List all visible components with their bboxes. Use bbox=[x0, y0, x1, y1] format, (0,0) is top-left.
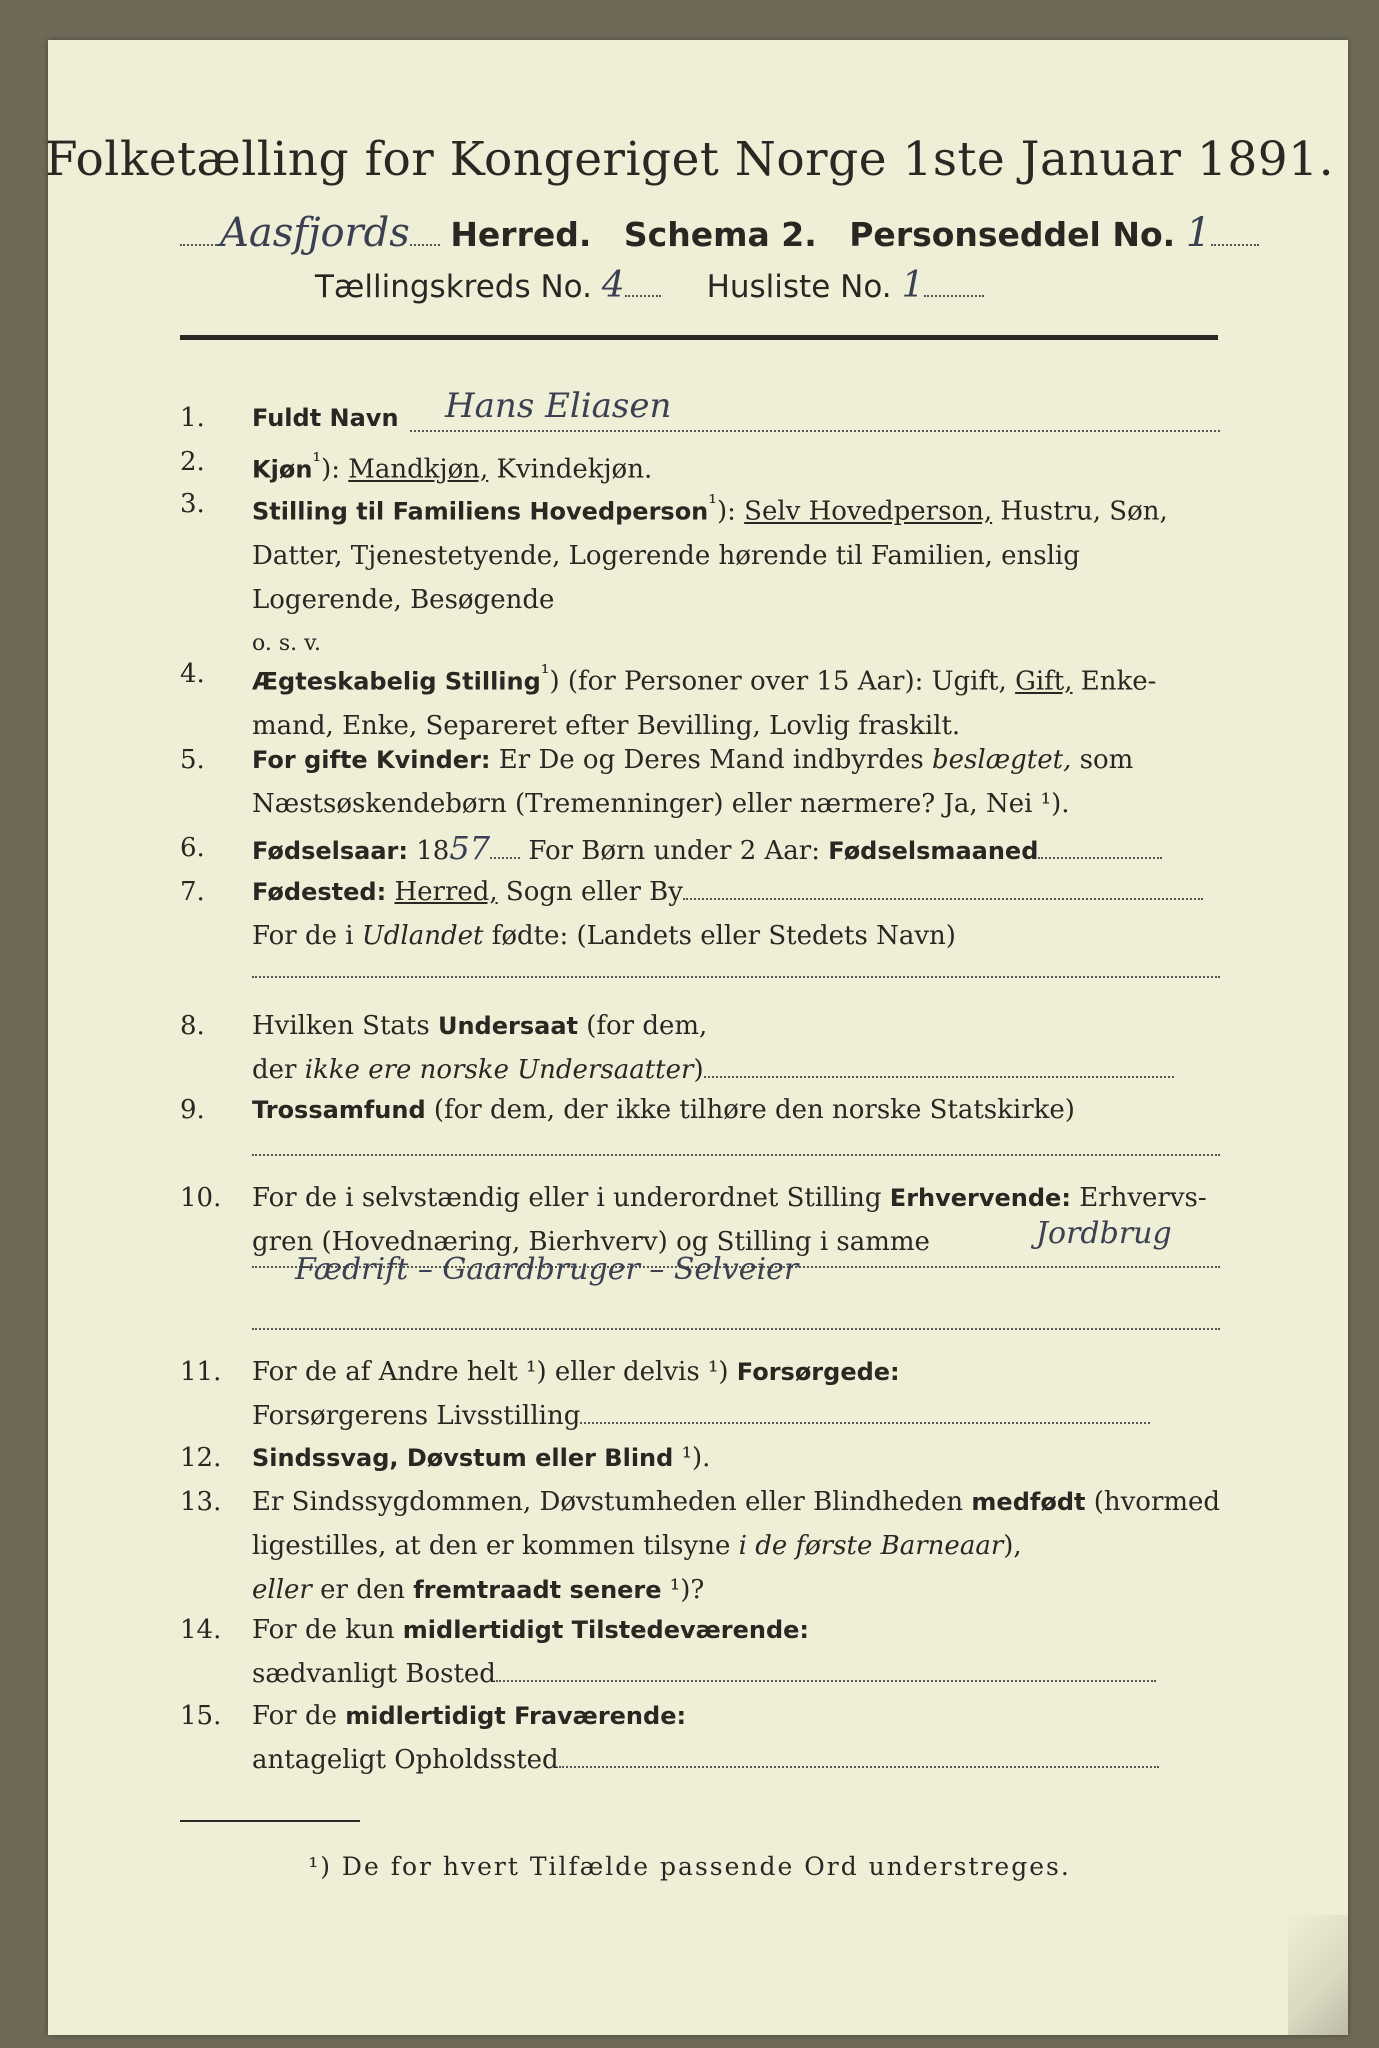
dotted-fill bbox=[559, 1740, 1159, 1768]
item-number: 14. bbox=[180, 1615, 222, 1645]
text: ): bbox=[716, 496, 745, 527]
item-number: 15. bbox=[180, 1701, 222, 1731]
item-body bbox=[252, 396, 1220, 440]
item-body bbox=[252, 1004, 1220, 1092]
text: mand, Enke, Separeret efter Bevilling, Lovlig fraskilt. bbox=[252, 710, 961, 741]
text: ¹)? bbox=[661, 1575, 705, 1605]
text: For Børn under 2 Aar: bbox=[520, 836, 829, 866]
text: antageligt Opholdssted bbox=[252, 1745, 559, 1775]
text: Udlandet bbox=[361, 921, 484, 951]
dotted-fill bbox=[683, 872, 1203, 900]
gender-option-male: Mandkjøn, bbox=[348, 454, 489, 485]
gender-label: Kjøn bbox=[252, 455, 313, 484]
footnote-marker: ¹ bbox=[540, 661, 550, 686]
text: ligestilles, at den er kommen tilsyne bbox=[252, 1531, 739, 1561]
congenital-label: medfødt bbox=[971, 1488, 1086, 1516]
text: Datter, Tjenestetyende, Logerende hørende til Familien, enslig bbox=[252, 540, 1080, 571]
kreds-label: Tællingskreds No. bbox=[315, 269, 592, 305]
full-name-value: Hans Eliasen bbox=[445, 386, 672, 426]
dotted-fill bbox=[704, 1050, 1174, 1078]
item-number: 4. bbox=[180, 659, 205, 689]
dotted-fill bbox=[580, 1396, 1150, 1424]
occupation-label: Erhvervende: bbox=[889, 1184, 1071, 1212]
text: For de kun bbox=[252, 1615, 403, 1645]
header-divider bbox=[180, 335, 1218, 340]
birth-month-label: Fødselsmaaned bbox=[828, 837, 1039, 865]
item-number: 9. bbox=[180, 1095, 205, 1125]
item-number: 8. bbox=[180, 1011, 205, 1041]
text: sædvanligt Bosted bbox=[252, 1659, 496, 1689]
item-body bbox=[252, 738, 1220, 826]
personseddel-label: Personseddel No. bbox=[849, 215, 1176, 254]
footnote-divider bbox=[180, 1820, 360, 1822]
text: Enke- bbox=[1072, 666, 1157, 697]
item-body bbox=[252, 826, 1220, 873]
item-body bbox=[252, 1694, 1220, 1782]
text: For de i selvstændig eller i underordnet Stilling bbox=[252, 1183, 890, 1213]
religion-label: Trossamfund bbox=[252, 1096, 426, 1124]
temporarily-absent-label: midlertidigt Fraværende: bbox=[345, 1702, 687, 1730]
item-number: 3. bbox=[180, 489, 205, 519]
option-head: Selv Hovedperson, bbox=[744, 496, 993, 527]
item-number: 6. bbox=[180, 833, 205, 863]
item-number: 13. bbox=[180, 1487, 222, 1517]
dotted-fill bbox=[924, 295, 984, 297]
item-full-name bbox=[180, 386, 1220, 440]
text: der bbox=[252, 1055, 305, 1085]
text: Forsørgerens Livsstilling bbox=[252, 1401, 581, 1431]
item-body bbox=[252, 870, 1220, 958]
item-number: 11. bbox=[180, 1357, 222, 1387]
text: Hustru, Søn, bbox=[992, 496, 1168, 527]
dotted-fill bbox=[490, 831, 520, 859]
item-body bbox=[252, 482, 1220, 666]
occupation-line-2 bbox=[252, 1328, 1220, 1330]
text: o. s. v. bbox=[252, 630, 321, 656]
occupation-value-2: Fædrift – Gaardbruger – Selveier bbox=[295, 1252, 799, 1287]
item-body bbox=[252, 1608, 1220, 1696]
birthplace-abroad-line bbox=[252, 976, 1220, 978]
text: Er Sindssygdommen, Døvstumheden eller Blindheden bbox=[252, 1487, 972, 1517]
text: (for dem, bbox=[577, 1011, 708, 1041]
text: gren (Hovednæring, Bierhverv) og Stilling i samme bbox=[252, 1227, 930, 1257]
text: Hvilken Stats bbox=[252, 1011, 438, 1041]
occupation-value-1: Jordbrug bbox=[1036, 1216, 1172, 1251]
temporarily-present-label: midlertidigt Tilstedeværende: bbox=[402, 1616, 810, 1644]
item-body bbox=[252, 652, 1220, 748]
dotted-fill bbox=[496, 1654, 1156, 1682]
item-number: 2. bbox=[180, 447, 205, 477]
header-row-kreds bbox=[315, 265, 1115, 306]
full-name-label: Fuldt Navn bbox=[252, 404, 399, 432]
gender-option-female: Kvindekjøn. bbox=[488, 454, 653, 485]
header-row-herred bbox=[180, 210, 1220, 256]
birthplace-label: Fødested: bbox=[252, 878, 387, 906]
footnote-marker: ¹ bbox=[312, 449, 322, 474]
text: Logerende, Besøgende bbox=[252, 584, 555, 615]
later-onset-label: fremtraadt senere bbox=[413, 1576, 662, 1604]
dotted-fill bbox=[1038, 831, 1162, 859]
schema-label: Schema 2. bbox=[623, 215, 817, 254]
dotted-fill bbox=[625, 295, 661, 297]
text: (hvormed bbox=[1085, 1487, 1221, 1517]
disability-label: Sindssvag, Døvstum eller Blind bbox=[252, 1444, 674, 1472]
item-body bbox=[252, 1088, 1220, 1132]
dotted-fill bbox=[180, 244, 220, 246]
dotted-fill bbox=[1211, 244, 1259, 246]
text: (for dem, der ikke tilhøre den norske Statskirke) bbox=[425, 1095, 1075, 1125]
kreds-value: 4 bbox=[601, 265, 625, 306]
family-position-label: Stilling til Familiens Hovedperson bbox=[252, 497, 709, 526]
option-married: Gift, bbox=[1015, 666, 1073, 697]
page-corner-fold bbox=[1288, 1915, 1348, 2035]
form-title: Folketælling for Kongeriget Norge 1ste Januar 1891. bbox=[44, 132, 1335, 187]
text: fødte: (Landets eller Stedets Navn) bbox=[483, 921, 956, 951]
herred-value: Aasfjords bbox=[220, 210, 410, 256]
text: ): bbox=[321, 454, 349, 485]
text: som bbox=[1071, 745, 1134, 775]
dependents-label: Forsørgede: bbox=[736, 1358, 900, 1386]
text: er den bbox=[311, 1575, 414, 1605]
item-body bbox=[252, 1350, 1220, 1438]
personseddel-value: 1 bbox=[1185, 210, 1212, 256]
text: For de bbox=[252, 1701, 346, 1731]
marital-status-label: Ægteskabelig Stilling bbox=[252, 667, 541, 696]
married-women-label: For gifte Kvinder: bbox=[252, 746, 491, 774]
citizenship-label: Undersaat bbox=[437, 1012, 578, 1040]
text: i de første Barneaar bbox=[738, 1531, 1004, 1561]
herred-label: Herred. bbox=[450, 215, 592, 254]
text: Erhvervs- bbox=[1070, 1183, 1207, 1213]
item-number: 7. bbox=[180, 877, 205, 907]
item-number: 1. bbox=[180, 403, 205, 433]
text: Er De og Deres Mand indbyrdes bbox=[490, 745, 933, 775]
option-herred: Herred, bbox=[394, 877, 498, 907]
item-body bbox=[252, 1480, 1220, 1612]
text: beslægtet, bbox=[932, 745, 1072, 775]
text: 18 bbox=[408, 836, 450, 866]
text: For de af Andre helt ¹) eller delvis ¹) bbox=[252, 1357, 737, 1387]
text: ), bbox=[1003, 1531, 1022, 1561]
religion-line bbox=[252, 1154, 1220, 1156]
item-body bbox=[252, 1436, 1220, 1480]
text: ikke ere norske Undersaatter bbox=[304, 1055, 694, 1085]
full-name-line bbox=[410, 430, 1220, 432]
dotted-fill bbox=[410, 244, 440, 246]
husliste-label: Husliste No. bbox=[706, 269, 892, 305]
item-number: 5. bbox=[180, 745, 205, 775]
birth-year-value: 57 bbox=[449, 829, 491, 867]
item-number: 10. bbox=[180, 1183, 222, 1213]
text: eller bbox=[252, 1575, 312, 1605]
text: Sogn eller By bbox=[497, 877, 683, 907]
birth-year-label: Fødselsaar: bbox=[252, 837, 408, 865]
item-number: 12. bbox=[180, 1443, 222, 1473]
footnote-marker: ¹ bbox=[708, 491, 717, 516]
text: Næstsøskendebørn (Tremenninger) eller nærmere? Ja, Nei ¹). bbox=[252, 789, 1070, 819]
text: ) (for Personer over 15 Aar): Ugift, bbox=[549, 666, 1016, 697]
footnote: ¹) De for hvert Tilfælde passende Ord understreges. bbox=[308, 1852, 1071, 1881]
text: For de i bbox=[252, 921, 362, 951]
husliste-value: 1 bbox=[901, 265, 925, 306]
text: ¹). bbox=[673, 1443, 711, 1473]
text: ) bbox=[693, 1055, 704, 1085]
